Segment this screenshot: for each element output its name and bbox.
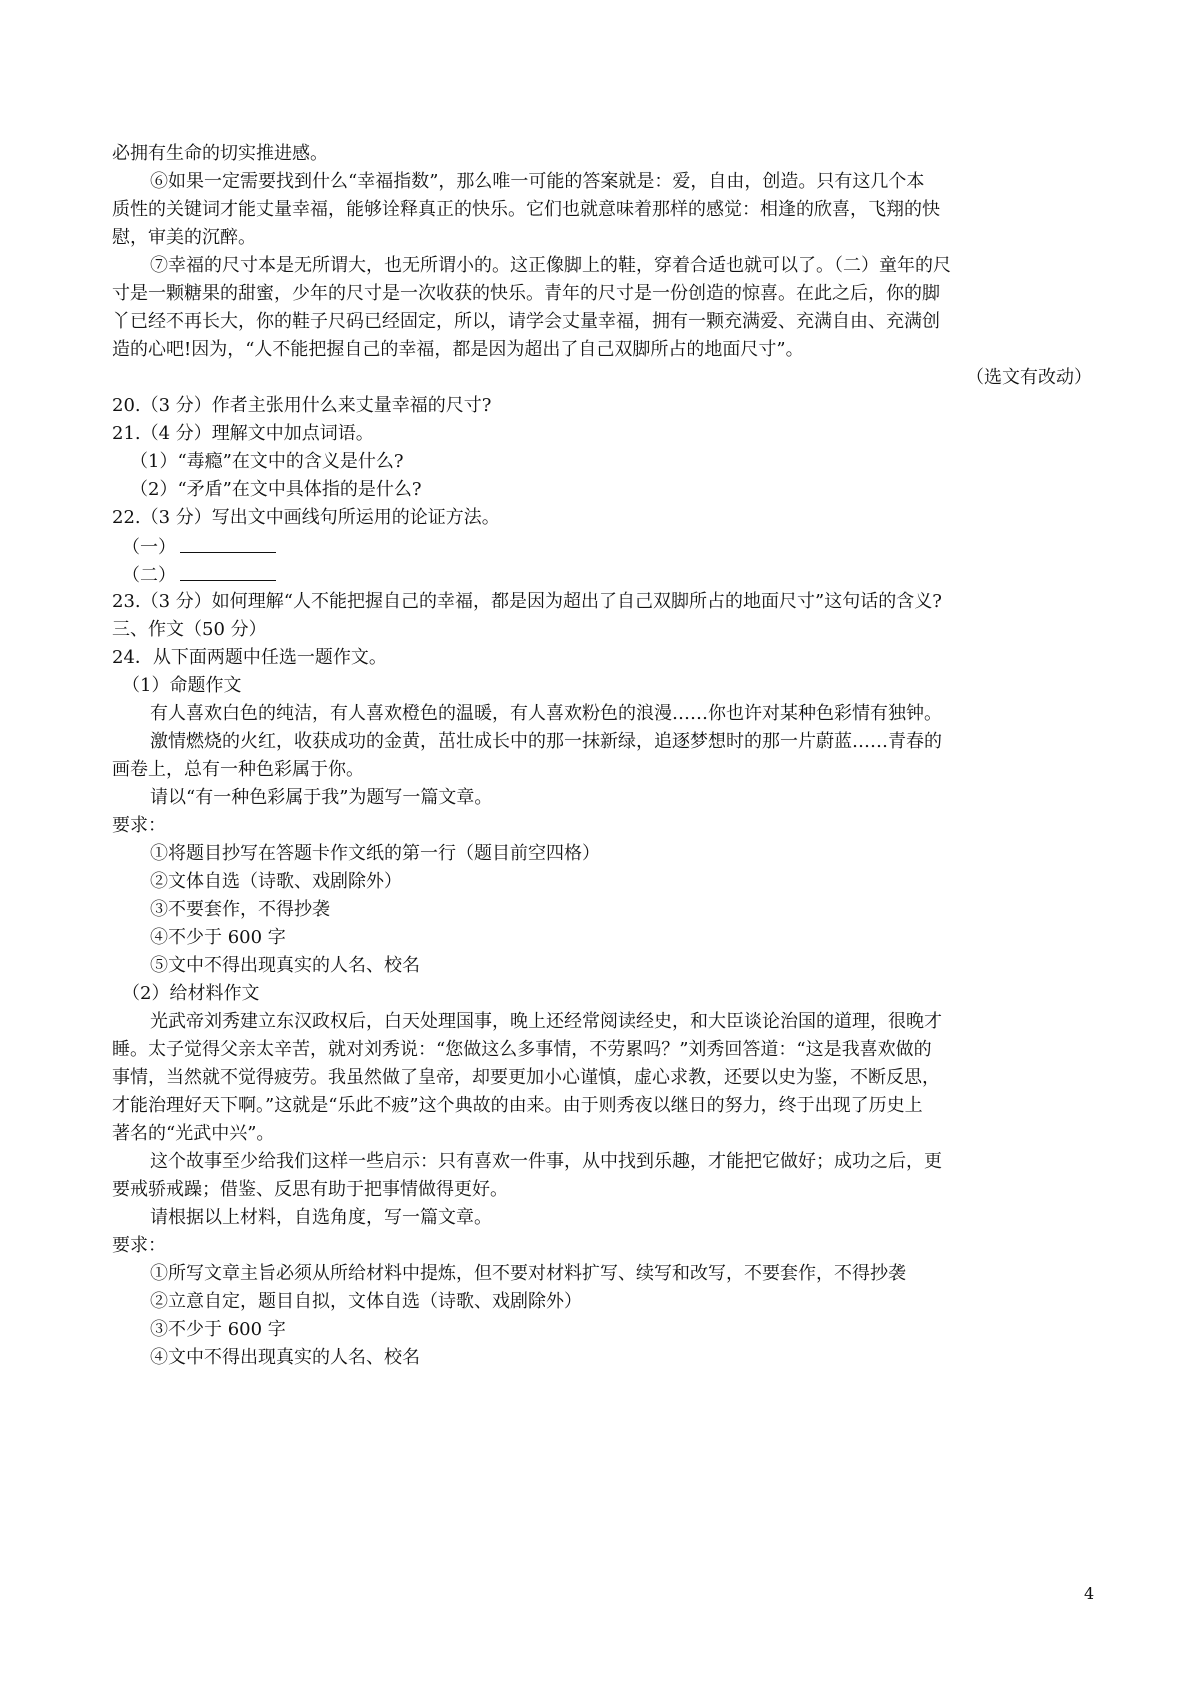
question-22: 22.（3 分）写出文中画线句所运用的论证方法。 — [112, 507, 500, 528]
text-line: 要戒骄戒躁；借鉴、反思有助于把事情做得更好。 — [112, 1179, 508, 1200]
text-line: ⑦幸福的尺寸本是无所谓大，也无所谓小的。这正像脚上的鞋，穿着合适也就可以了。（二）童年的尺 — [150, 255, 951, 276]
option-heading: （1）命题作文 — [122, 675, 242, 696]
text-line: 必拥有生命的切实推进感。 — [112, 143, 328, 164]
question-21: 21.（4 分）理解文中加点词语。 — [112, 423, 374, 444]
answer-blank-line — [112, 532, 1100, 560]
text-line: 睡。太子觉得父亲太辛苦，就对刘秀说：“您做这么多事情，不劳累吗？”刘秀回答道：“这是我喜欢做的 — [112, 1039, 932, 1060]
question-24: 24．从下面两题中任选一题作文。 — [112, 647, 387, 668]
text-line: 寸是一颗糖果的甜蜜，少年的尺寸是一次收获的快乐。青年的尺寸是一份创造的惊喜。在此之后，你的脚 — [112, 283, 940, 304]
source-note: （选文有改动） — [966, 367, 1092, 388]
option-heading: （2）给材料作文 — [122, 983, 260, 1004]
answer-blank-line — [112, 560, 1100, 588]
requirement-item: ②文体自选（诗歌、戏剧除外） — [150, 871, 402, 892]
requirement-item: ④文中不得出现真实的人名、校名 — [150, 1347, 420, 1368]
text-line: ⑥如果一定需要找到什么“幸福指数”，那么唯一可能的答案就是：爱，自由，创造。只有这几个本 — [150, 171, 925, 192]
text-line: 光武帝刘秀建立东汉政权后，白天处理国事，晚上还经常阅读经史，和大臣谈论治国的道理，很晚才 — [150, 1011, 942, 1032]
requirement-item: ⑤文中不得出现真实的人名、校名 — [150, 955, 420, 976]
text-line: 画卷上，总有一种色彩属于你。 — [112, 759, 364, 780]
text-line: 丫已经不再长大，你的鞋子尺码已经固定，所以，请学会丈量幸福，拥有一颗充满爱、充满自由、充满创 — [112, 311, 940, 332]
text-line: 事情，当然就不觉得疲劳。我虽然做了皇帝，却要更加小心谨慎，虚心求教，还要以史为鉴，不断反思， — [112, 1067, 940, 1088]
requirement-item: ④不少于 600 字 — [150, 927, 286, 948]
text-line: 造的心吧!因为，“人不能把握自己的幸福，都是因为超出了自己双脚所占的地面尺寸”。 — [112, 339, 804, 360]
text-line: 这个故事至少给我们这样一些启示：只有喜欢一件事，从中找到乐趣，才能把它做好；成功之后，更 — [150, 1151, 942, 1172]
text-line: 才能治理好天下啊。”这就是“乐此不疲”这个典故的由来。由于则秀夜以继日的努力，终于出现了历史上 — [112, 1095, 923, 1116]
requirement-item: ③不少于 600 字 — [150, 1319, 286, 1340]
text-line: 请以“有一种色彩属于我”为题写一篇文章。 — [150, 787, 493, 808]
requirement-item: ③不要套作，不得抄袭 — [150, 899, 330, 920]
text-line: 著名的“光武中兴”。 — [112, 1123, 275, 1144]
requirement-item: ①将题目抄写在答题卡作文纸的第一行（题目前空四格） — [150, 843, 600, 864]
page-content — [112, 140, 1100, 1372]
question-21-part-2: （2）“矛盾”在文中具体指的是什么? — [130, 479, 422, 500]
requirement-item: ①所写文章主旨必须从所给材料中提炼，但不要对材料扩写、续写和改写，不要套作，不得抄袭 — [150, 1263, 906, 1284]
text-line: 请根据以上材料，自选角度，写一篇文章。 — [150, 1207, 492, 1228]
answer-label: （二） — [122, 565, 176, 586]
question-23: 23.（3 分）如何理解“人不能把握自己的幸福，都是因为超出了自己双脚所占的地面尺寸”这句话的含义? — [112, 591, 942, 612]
text-line: 慰，审美的沉醉。 — [112, 227, 256, 248]
answer-blank[interactable] — [180, 560, 276, 581]
section-heading: 三、作文（50 分） — [112, 619, 267, 640]
answer-blank[interactable] — [180, 532, 276, 553]
requirement-item: ②立意自定，题目自拟，文体自选（诗歌、戏剧除外） — [150, 1291, 582, 1312]
text-line: 激情燃烧的火红，收获成功的金黄，茁壮成长中的那一抹新绿，追逐梦想时的那一片蔚蓝……青春的 — [150, 731, 942, 752]
text-line: 质性的关键词才能丈量幸福，能够诠释真正的快乐。它们也就意味着那样的感觉：相逢的欣喜，飞翔的快 — [112, 199, 940, 220]
text-line: 有人喜欢白色的纯洁，有人喜欢橙色的温暖，有人喜欢粉色的浪漫……你也许对某种色彩情有独钟。 — [150, 703, 942, 724]
answer-label: （一） — [122, 537, 176, 558]
requirements-label: 要求： — [112, 1235, 166, 1256]
question-20: 20.（3 分）作者主张用什么来丈量幸福的尺寸? — [112, 395, 492, 416]
requirements-label: 要求： — [112, 815, 166, 836]
page-number: 4 — [1084, 1584, 1095, 1603]
question-21-part-1: （1）“毒瘾”在文中的含义是什么? — [130, 451, 404, 472]
